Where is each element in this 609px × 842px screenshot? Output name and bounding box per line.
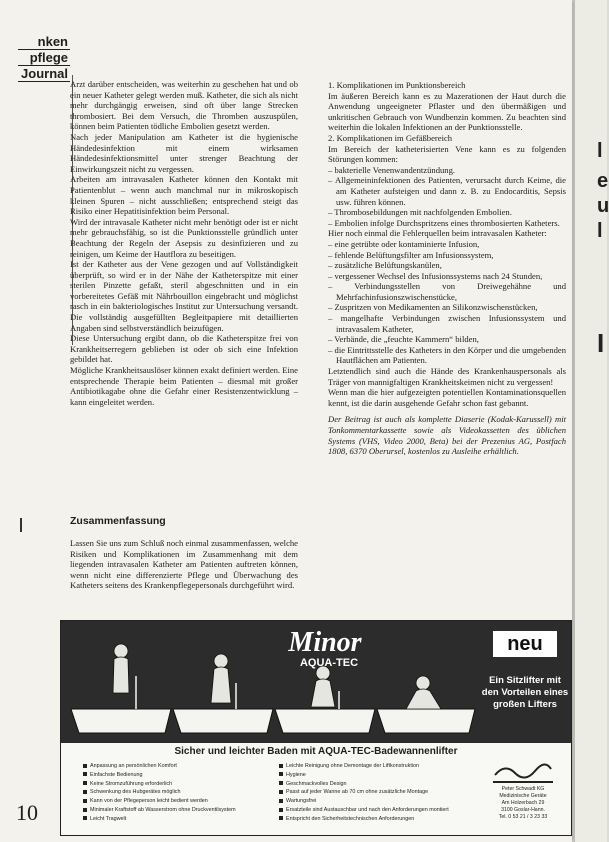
company-line: Medizinische Geräte bbox=[499, 793, 547, 799]
paragraph: Nach jeder Manipulation am Katheter ist die hygienische Händedesinfektion mit einem wirksamen Händedesinfektionsmittel unter strenger Beachtung der Einwirkungszeit nicht zu vergessen. bbox=[70, 131, 298, 174]
paragraph: Mögliche Krankheitsauslöser können exakt definiert werden. Eine entsprechende Therapie beim Patienten – diesmal mit großer Antibiotikagabe ohne die Gefahr einer Resistenzentwicklung – kann eingeleitet werden. bbox=[70, 365, 298, 407]
feature-item: Leicht Tragwelt bbox=[83, 815, 273, 824]
list-item: – bakterielle Venenwandentzündung. bbox=[328, 165, 566, 176]
summary-text-block bbox=[70, 538, 298, 591]
paragraph: Arbeiten am intravasalen Katheter können den Kontakt mit Patientenblut – wenn auch manchmal nur in mikroskopisch kleinen Spuren – nicht ausschließen; entsprechend steigt das Risiko einer Hepatitisinfektion beim Personal. bbox=[70, 174, 298, 217]
feature-item: Schwenkung des Hubgerätes möglich bbox=[83, 788, 273, 797]
list-item: – fehlende Belüftungsfilter am Infusionssystem, bbox=[328, 250, 566, 261]
company-line: 3100 Goslar-Hann. bbox=[501, 807, 545, 813]
feature-item: Keine Stromzuführung erforderlich bbox=[83, 780, 273, 789]
list-item: – Embolien infolge Durchspritzens eines thrombosierten Katheters. bbox=[328, 218, 566, 229]
company-line: Tel. 0 53 21 / 3 23 33 bbox=[498, 814, 548, 820]
minor-logo: Minor bbox=[288, 627, 362, 658]
summary-text: Lassen Sie uns zum Schluß noch einmal zusammenfassen, welche Risiken und Komplikationen im Zusammenhang mit dem liegenden intravasalen Katheter am Patienten auftreten können, wenn nicht eine differenzierte Pflege und Überwachung des Katheters seitens des Krankenpflegepersonals durchgeführt wird. bbox=[70, 538, 298, 591]
feature-item: Kann von der Pflegeperson leicht bedient werden bbox=[83, 797, 273, 806]
section-title: 2. Komplikationen im Gefäßbereich bbox=[328, 132, 453, 143]
feature-item: Anpassung an persönlichen Komfort bbox=[83, 762, 273, 771]
error-sources-list bbox=[328, 239, 566, 366]
feature-item: Hygiene bbox=[279, 771, 479, 780]
list-item: – mangelhafte Verbindungen zwischen Infusionssystem und intravasalem Katheter, bbox=[328, 313, 566, 334]
left-column bbox=[70, 79, 298, 407]
company-logo bbox=[493, 759, 553, 783]
company-line: Peter Schwadt KG bbox=[501, 786, 545, 792]
paragraph: Wenn man die hier aufgezeigten potentiellen Kontaminationsquellen kennt, ist die darin ausgehende Gefahr schon fast gebannt. bbox=[328, 387, 566, 408]
paragraph: Im Bereich der katheterisierten Vene kann es zu folgenden Störungen kommen: bbox=[328, 143, 566, 165]
list-item: – Verbände, die „feuchte Kammern“ bilden, bbox=[328, 334, 566, 345]
paragraph: Diese Untersuchung ergibt dann, ob die Katheterspitze frei von Krankheitserregern geblieben ist oder ob sich eine Infektion gebildet hat. bbox=[70, 333, 298, 365]
list-item: – die Eintrittsstelle des Katheters in den Körper und die umgebenden Hautflächen am Patienten. bbox=[328, 345, 566, 366]
masthead-line-3: Journal bbox=[18, 66, 70, 82]
list-item: – Verbindungsstellen von Dreiwegehähne und Mehrfachinfusionszwischenstücke, bbox=[328, 281, 566, 302]
page-number: 10 bbox=[16, 800, 38, 825]
availability-note: Der Beitrag ist auch als komplette Diaserie (Kodak-Karussell) mit Tonkommentarkassette sowie als Videokassetten des üblichen Systems (VHS, Video 2000, Beta) bei der Prezenius AG, Postfach 1808, 6370 Oberursel, kostenlos zu Ausleihe erhältlich. bbox=[328, 414, 566, 457]
list-item: – Thrombosebildungen mit nachfolgenden Embolien. bbox=[328, 207, 566, 218]
aqua-tec-advertisement bbox=[60, 620, 572, 836]
paragraph: Wird der intravasale Katheter nicht mehr benötigt oder ist er nicht mehr gebrauchsfähig, so ist die Punktionsstelle gründlich unter Beachtung der Regeln der Asepsis zu desinfizieren und zu reinigen, um Keime der Hautflora zu beseitigen. bbox=[70, 216, 298, 259]
adjacent-page-fragment: I bbox=[597, 328, 605, 358]
paragraph: Arzt darüber entscheiden, was weiterhin zu geschehen hat und ob ein neuer Katheter gelegt werden muß. Katheter, die sich als nicht mehr durchgängig erweisen, sind oft über lange Strecken thrombosiert. Bei dem Versuch, die Thromben auszuspülen, können beim Patienten tödliche Embolien gesetzt werden. bbox=[70, 79, 298, 132]
company-logo-wave-icon bbox=[493, 759, 553, 781]
product-name: AQUA-TEC bbox=[299, 657, 359, 669]
journal-masthead bbox=[18, 34, 70, 82]
section-title: 1. Komplikationen im Punktionsbereich bbox=[328, 80, 466, 90]
feature-item: Einfachste Bedienung bbox=[83, 771, 273, 780]
list-item: – eine getrübte oder kontaminierte Infusion, bbox=[328, 239, 566, 250]
new-badge: neu bbox=[493, 631, 557, 657]
paragraph: Letztendlich sind auch die Hände des Krankenhauspersonals als Träger von mannigfaltigen Krankheitskeimen nicht zu vergessen! bbox=[328, 366, 566, 387]
paragraph: Ist der Katheter aus der Vene gezogen und auf Vollständigkeit überprüft, so wird er in der Nähe der Katheterspitze mit einer sterilen Pinzette gefaßt, steril abgeschnitten und in ein vorbereitetes Gefäß mit Nährbouillon eingebracht und möglichst rasch in ein bakteriologisches Institut zur Untersuchung versandt. Die vollständig ausgefüllten Begleitpapiere mit detaillierten Angaben sind selbstverständlich beizufügen. bbox=[70, 259, 298, 333]
masthead-line-1: nken bbox=[18, 34, 70, 50]
adjacent-page-fragment: l bbox=[597, 220, 603, 242]
summary-heading: Zusammenfassung bbox=[70, 515, 166, 527]
feature-item: Passt auf jeder Wanne ab 70 cm ohne zusätzliche Montage bbox=[279, 788, 479, 797]
right-column bbox=[328, 80, 566, 457]
ad-headline: Sicher und leichter Baden mit AQUA-TEC-Badewannenlifter bbox=[174, 746, 458, 757]
company-block bbox=[481, 759, 565, 821]
list-item: – Allgemeininfektionen des Patienten, verursacht durch Keime, die am Katheter aufsteigen und dann z. B. zu Endocarditis, Sepsis usw. führen können. bbox=[328, 175, 566, 207]
margin-mark bbox=[20, 518, 22, 532]
company-line: Am Holzerbach 29 bbox=[501, 800, 545, 806]
masthead-line-2: pflege bbox=[18, 50, 70, 66]
list-item: – zusätzliche Belüftungskanülen, bbox=[328, 260, 566, 271]
list-item: – vergessener Wechsel des Infusionssystems nach 24 Stunden, bbox=[328, 271, 566, 282]
paragraph: Im äußeren Bereich kann es zu Mazerationen der Haut durch die Anwendung ungeeigneter Pflaster und den übermäßigen und unkritischen Gebrauch von Wundbenzin kommen. Zu beachten sind weiterhin die lokalen Infektionen an der Punktionsstelle. bbox=[328, 90, 566, 133]
adjacent-page-fragment: l bbox=[597, 140, 603, 162]
adjacent-page-edge bbox=[574, 0, 607, 842]
adjacent-page-fragment: e bbox=[597, 170, 609, 192]
feature-item: Ersatzteile sind Austauschbar und nach den Anforderungen montiert bbox=[279, 806, 479, 815]
feature-item: Minimaler Kraftstoff ab Wasserstrom ohne Druckventilsystem bbox=[83, 806, 273, 815]
list-item: – Zuspritzen von Medikamenten an Silikonzwischenstücken, bbox=[328, 302, 566, 313]
adjacent-page-fragment: u bbox=[597, 195, 609, 217]
feature-item: Geschmackvolles Design bbox=[279, 780, 479, 789]
paragraph: Hier noch einmal die Fehlerquellen beim intravasalen Katheter: bbox=[328, 228, 547, 239]
feature-item: Leichte Reinigung ohne Demontage der Liftkonstruktion bbox=[279, 762, 479, 771]
complications-list bbox=[328, 165, 566, 229]
ad-claim: Ein Sitzlifter mit den Vorteilen eines großen Lifters bbox=[481, 675, 569, 710]
feature-list bbox=[83, 762, 473, 824]
feature-item: Wartungsfrei bbox=[279, 797, 479, 806]
feature-item: Entspricht den Sicherheitstechnischen Anforderungen bbox=[279, 815, 479, 824]
